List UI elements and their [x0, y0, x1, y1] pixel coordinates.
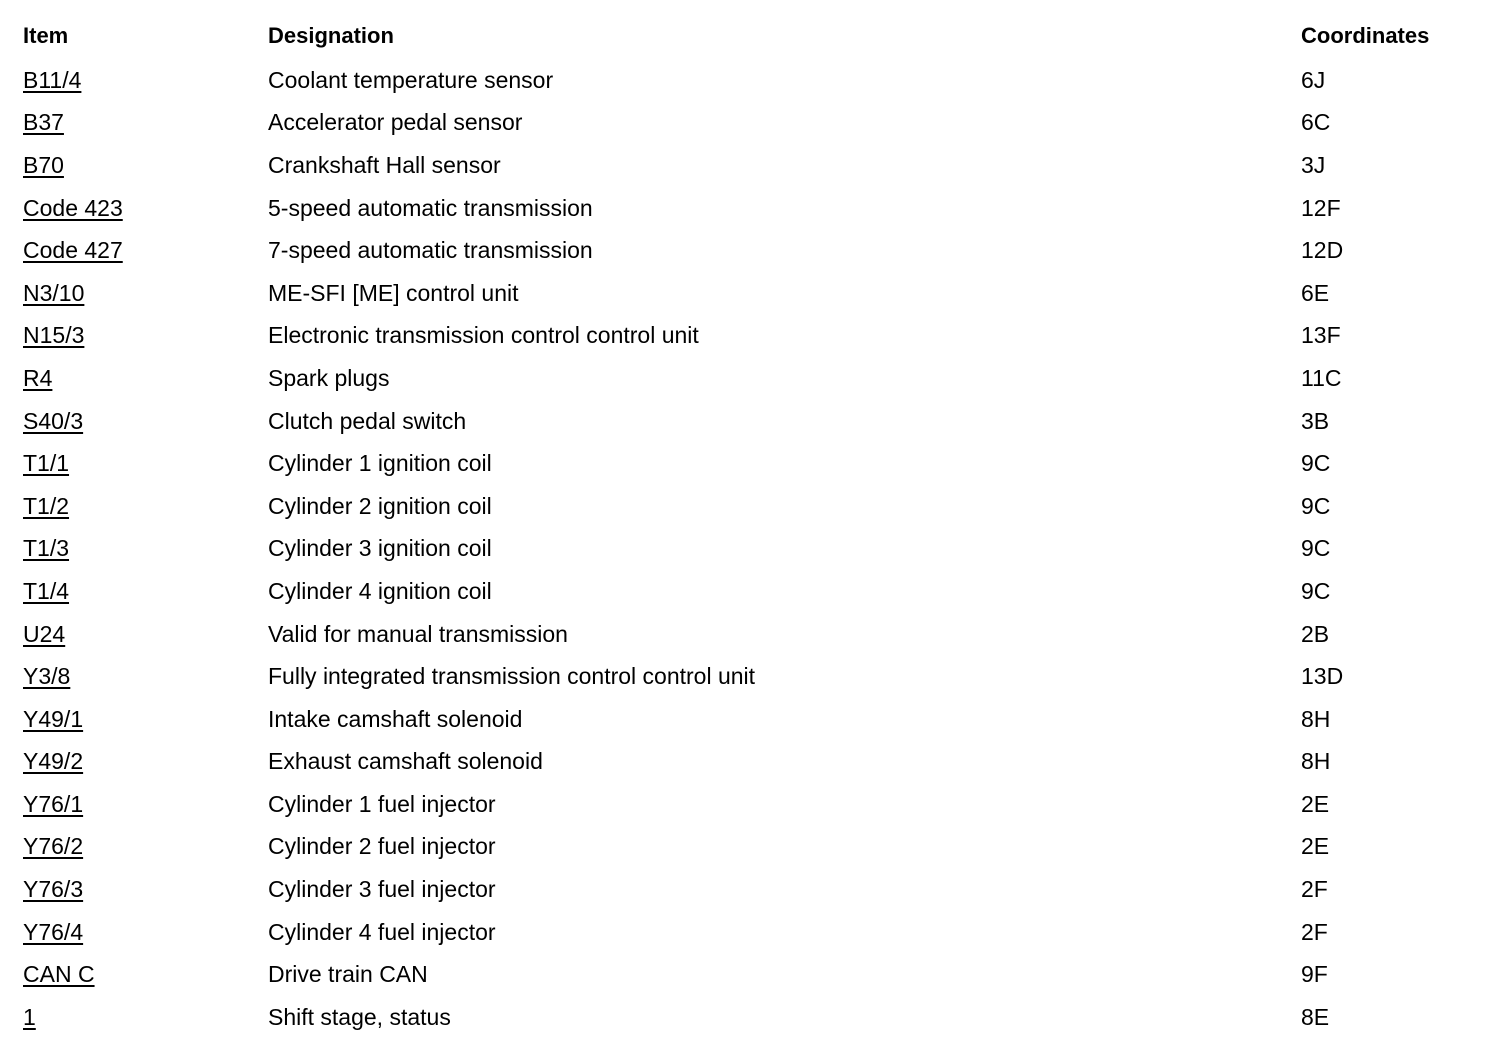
- designation-cell: Intake camshaft solenoid: [268, 705, 523, 732]
- designation-cell: Spark plugs: [268, 364, 390, 391]
- table-row: [23, 570, 1483, 613]
- item-cell: [23, 911, 268, 954]
- table-row: [23, 911, 1483, 954]
- item-cell: [23, 996, 268, 1039]
- table-row: [23, 613, 1483, 656]
- item-cell: [23, 357, 268, 400]
- coordinates-cell: 11C: [1301, 364, 1342, 391]
- designation-cell: Cylinder 4 ignition coil: [268, 577, 492, 604]
- item-link[interactable]: Y49/2: [23, 748, 84, 775]
- coordinates-cell: 9F: [1301, 961, 1328, 988]
- item-link[interactable]: U24: [23, 620, 66, 647]
- item-link[interactable]: R4: [23, 364, 53, 391]
- item-cell: [23, 868, 268, 911]
- coordinates-column-header: Coordinates: [1301, 23, 1430, 48]
- coordinates-cell: 9C: [1301, 577, 1331, 604]
- coordinates-cell: 6E: [1301, 279, 1330, 306]
- component-legend-table: [23, 19, 1483, 1039]
- designation-cell: 7-speed automatic transmission: [268, 237, 593, 264]
- item-cell: [23, 698, 268, 741]
- designation-column-header: Designation: [268, 23, 394, 48]
- table-row: [23, 229, 1483, 272]
- designation-cell: Clutch pedal switch: [268, 407, 467, 434]
- designation-cell: Shift stage, status: [268, 1003, 451, 1030]
- item-cell: [23, 655, 268, 698]
- coordinates-cell: 9C: [1301, 450, 1331, 477]
- item-link[interactable]: T1/2: [23, 492, 70, 519]
- table-row: [23, 59, 1483, 102]
- item-cell: [23, 826, 268, 869]
- table-row: [23, 400, 1483, 443]
- item-cell: [23, 144, 268, 187]
- coordinates-cell: 2F: [1301, 918, 1328, 945]
- item-cell: [23, 315, 268, 358]
- table-row: [23, 485, 1483, 528]
- designation-cell: ME-SFI [ME] control unit: [268, 279, 519, 306]
- coordinates-cell: 3J: [1301, 151, 1326, 178]
- designation-cell: Cylinder 3 fuel injector: [268, 876, 496, 903]
- table-row: [23, 826, 1483, 869]
- item-cell: [23, 442, 268, 485]
- table-row: [23, 783, 1483, 826]
- item-link[interactable]: Code 423: [23, 194, 123, 221]
- designation-cell: Cylinder 3 ignition coil: [268, 535, 492, 562]
- item-cell: [23, 953, 268, 996]
- item-cell: [23, 400, 268, 443]
- item-link[interactable]: CAN C: [23, 961, 95, 988]
- coordinates-cell: 2F: [1301, 876, 1328, 903]
- designation-cell: Cylinder 2 ignition coil: [268, 492, 492, 519]
- designation-cell: Coolant temperature sensor: [268, 66, 554, 93]
- table-row: [23, 655, 1483, 698]
- table-row: [23, 741, 1483, 784]
- table-row: [23, 272, 1483, 315]
- item-cell: [23, 741, 268, 784]
- item-cell: [23, 272, 268, 315]
- table-row: [23, 144, 1483, 187]
- item-cell: [23, 528, 268, 571]
- designation-cell: Drive train CAN: [268, 961, 428, 988]
- coordinates-cell: 13D: [1301, 663, 1344, 690]
- designation-cell: Electronic transmission control control unit: [268, 322, 699, 349]
- table-row: [23, 996, 1483, 1039]
- item-link[interactable]: S40/3: [23, 407, 84, 434]
- item-link[interactable]: Y49/1: [23, 705, 84, 732]
- legend-body: [23, 59, 1483, 1039]
- coordinates-cell: 12F: [1301, 194, 1341, 221]
- item-link[interactable]: B11/4: [23, 66, 82, 93]
- item-link[interactable]: Y3/8: [23, 663, 71, 690]
- designation-cell: Cylinder 4 fuel injector: [268, 918, 496, 945]
- table-row: [23, 315, 1483, 358]
- item-link[interactable]: 1: [23, 1003, 36, 1030]
- item-column-header: Item: [23, 23, 69, 48]
- designation-cell: Accelerator pedal sensor: [268, 109, 523, 136]
- item-link[interactable]: Y76/3: [23, 876, 84, 903]
- item-link[interactable]: N3/10: [23, 279, 85, 306]
- item-link[interactable]: T1/4: [23, 577, 70, 604]
- item-link[interactable]: T1/3: [23, 535, 70, 562]
- table-row: [23, 442, 1483, 485]
- coordinates-cell: 2B: [1301, 620, 1330, 647]
- item-link[interactable]: Code 427: [23, 237, 123, 264]
- designation-cell: Crankshaft Hall sensor: [268, 151, 501, 178]
- coordinates-cell: 2E: [1301, 833, 1330, 860]
- table-row: [23, 953, 1483, 996]
- header-row: [23, 19, 1483, 59]
- item-cell: [23, 187, 268, 230]
- designation-cell: Fully integrated transmission control control unit: [268, 663, 756, 690]
- designation-cell: Cylinder 2 fuel injector: [268, 833, 496, 860]
- designation-cell: Cylinder 1 fuel injector: [268, 790, 496, 817]
- table-row: [23, 698, 1483, 741]
- item-link[interactable]: Y76/2: [23, 833, 84, 860]
- coordinates-cell: 9C: [1301, 492, 1331, 519]
- table-row: [23, 528, 1483, 571]
- item-link[interactable]: B70: [23, 151, 64, 178]
- table-row: [23, 357, 1483, 400]
- item-link[interactable]: B37: [23, 109, 64, 136]
- coordinates-cell: 8H: [1301, 705, 1331, 732]
- item-cell: [23, 783, 268, 826]
- table-row: [23, 102, 1483, 145]
- item-link[interactable]: N15/3: [23, 322, 85, 349]
- item-cell: [23, 102, 268, 145]
- item-cell: [23, 59, 268, 102]
- table-row: [23, 868, 1483, 911]
- item-link[interactable]: T1/1: [23, 450, 70, 477]
- item-cell: [23, 613, 268, 656]
- coordinates-cell: 6C: [1301, 109, 1331, 136]
- coordinates-cell: 3B: [1301, 407, 1330, 434]
- coordinates-cell: 9C: [1301, 535, 1331, 562]
- item-cell: [23, 570, 268, 613]
- item-cell: [23, 485, 268, 528]
- item-link[interactable]: Y76/4: [23, 918, 84, 945]
- coordinates-cell: 2E: [1301, 790, 1330, 817]
- coordinates-cell: 12D: [1301, 237, 1344, 264]
- coordinates-cell: 8H: [1301, 748, 1331, 775]
- coordinates-cell: 8E: [1301, 1003, 1330, 1030]
- item-cell: [23, 229, 268, 272]
- item-link[interactable]: Y76/1: [23, 790, 84, 817]
- coordinates-cell: 13F: [1301, 322, 1341, 349]
- designation-cell: Cylinder 1 ignition coil: [268, 450, 492, 477]
- designation-cell: Exhaust camshaft solenoid: [268, 748, 543, 775]
- coordinates-cell: 6J: [1301, 66, 1326, 93]
- designation-cell: 5-speed automatic transmission: [268, 194, 593, 221]
- designation-cell: Valid for manual transmission: [268, 620, 568, 647]
- table-row: [23, 187, 1483, 230]
